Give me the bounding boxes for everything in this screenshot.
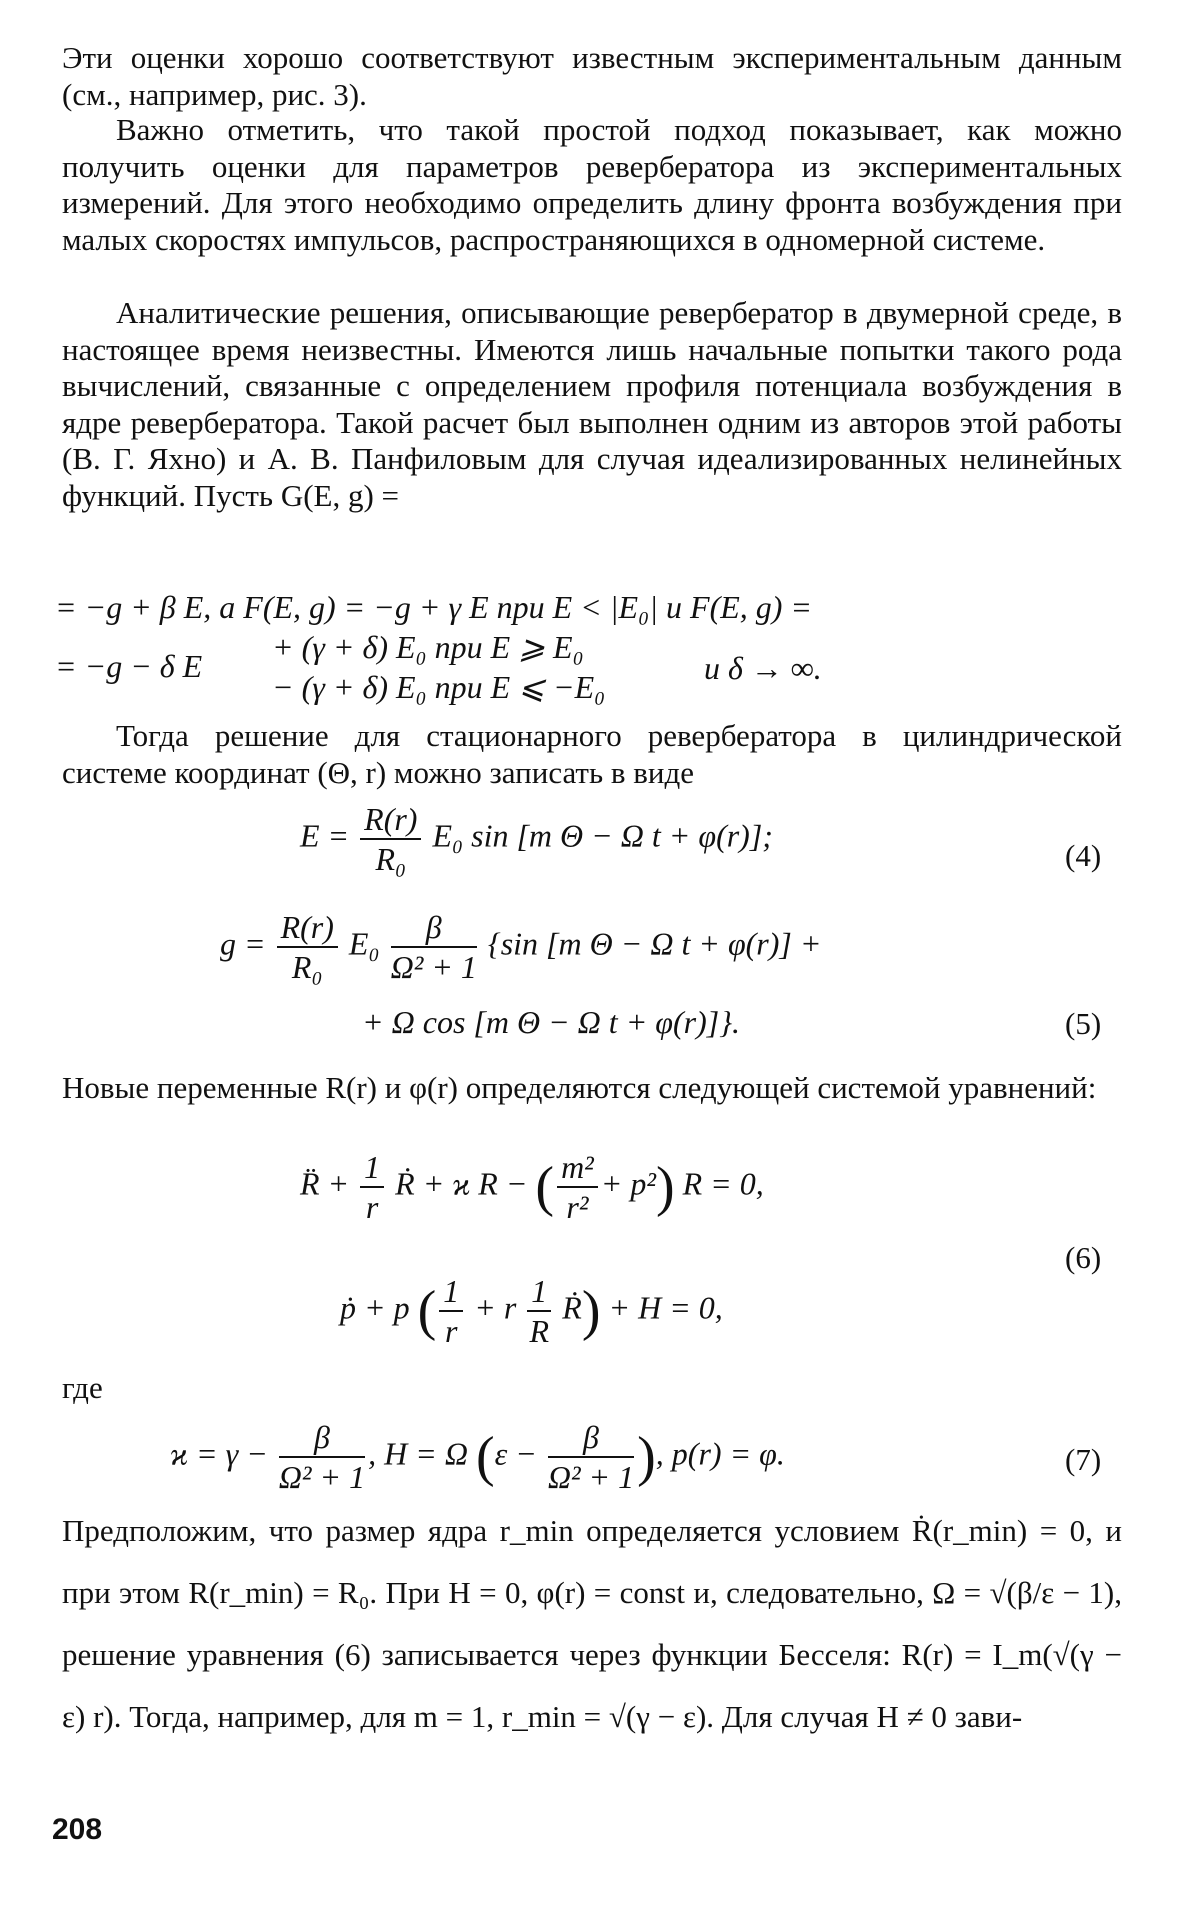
eq4-numerator: R(r) (360, 800, 421, 840)
eq6-fraction-1 (360, 1148, 384, 1226)
paragraph-1: Эти оценки хорошо соответствуют известным экспериментальным данным (см., например, рис. 3). (62, 40, 1122, 112)
eq6-line2-d: + H = 0, (608, 1289, 723, 1326)
equation-5-line-2: + Ω cos [m Θ − Ω t + φ(r)]}. (362, 1004, 740, 1040)
eq5-denominator-1: R₀ (291, 949, 323, 985)
eq5-numerator-2: β (391, 908, 477, 948)
equation-6-line-2 (340, 1272, 723, 1350)
paragraph-4: Тогда решение для стационарного ревербератора в цилиндрической системе координат (Θ, r) можно записать в виде (62, 718, 1122, 790)
eq6-f4-numerator: 1 (527, 1272, 551, 1312)
equation-7-number: (7) (1065, 1442, 1102, 1477)
eq6-line2-b: + r (474, 1289, 517, 1326)
eq4-rhs: E₀ sin [m Θ − Ω t + φ(r)]; (432, 817, 773, 854)
page-number: 208 (52, 1813, 103, 1846)
eq7-b: , H = Ω (368, 1435, 468, 1472)
left-paren: ( (535, 1156, 555, 1218)
paragraph-6: Предположим, что размер ядра r_min определяется условием Ṙ(r_min) = 0, и при этом R(r_min) = R₀. При H = 0, φ(r) = const и, следовательно, Ω = √(β/ε − 1), решение уравнения (6) записывается через функции Бесселя: R(r) = I_m(√(γ − ε) r). Тогда, например, для m = 1, r_min = √(γ − ε). Для случая H ≠ 0 зави- (62, 1513, 1122, 1734)
eq5-denominator-2: Ω² + 1 (390, 949, 477, 985)
eq7-c: ε − (494, 1435, 537, 1472)
eq6-fraction-3 (439, 1272, 463, 1350)
eq7-f1-denominator: Ω² + 1 (278, 1459, 366, 1495)
eq7-f1-numerator: β (279, 1418, 365, 1458)
eq6-f1-numerator: 1 (360, 1148, 384, 1188)
eq6-fraction-2 (557, 1148, 598, 1226)
where-word: где (62, 1370, 103, 1405)
equation-4-number: (4) (1065, 838, 1102, 873)
eq7-fraction-1 (279, 1418, 365, 1496)
eq7-d: , p(r) = φ. (655, 1435, 785, 1472)
paragraph-5: Новые переменные R(r) и φ(r) определяются следующей системой уравнений: (62, 1070, 1097, 1105)
eq5-fraction-2 (391, 908, 477, 986)
definition-case-1: + (γ + δ) E₀ при E ⩾ E₀ (272, 629, 584, 665)
eq6-f2-numerator: m² (557, 1148, 598, 1188)
eq7-f2-denominator: Ω² + 1 (547, 1459, 635, 1495)
eq6-line2-a: ṗ + p (340, 1289, 410, 1326)
equation-5-number: (5) (1065, 1006, 1102, 1041)
equation-6-line-1 (300, 1148, 764, 1226)
left-paren: ( (417, 1280, 437, 1342)
eq5-lhs: g = (220, 925, 266, 962)
eq6-f3-denominator: r (445, 1313, 458, 1349)
eq6-f3-numerator: 1 (439, 1272, 463, 1312)
eq7-f2-numerator: β (548, 1418, 634, 1458)
eq6-fraction-4 (527, 1272, 551, 1350)
paragraph-2: Важно отметить, что такой простой подход показывает, как можно получить оценки для параметров ревербератора из экспериментальных измерений. Для этого необходимо определить длину фронта возбуждения при малых скоростях импульсов, распространяющихся в одномерной системе. (62, 112, 1122, 257)
eq5-numerator-1: R(r) (277, 908, 338, 948)
eq6-line1-d: R = 0, (682, 1165, 764, 1202)
eq6-line1-c: + p² (600, 1165, 656, 1202)
eq6-f4-denominator: R (529, 1313, 550, 1349)
eq4-denominator: R₀ (375, 841, 407, 877)
eq6-line1-b: Ṙ + ϰ R − (395, 1165, 528, 1202)
left-paren: ( (475, 1426, 495, 1488)
equation-7 (170, 1418, 785, 1496)
definition-line-2-left: = −g − δ E (55, 648, 203, 684)
right-paren: ) (637, 1426, 656, 1488)
definition-tail: и δ → ∞. (704, 650, 822, 686)
right-paren: ) (581, 1280, 601, 1342)
definition-case-2: − (γ + δ) E₀ при E ⩽ −E₀ (272, 669, 606, 705)
eq4-lhs: E = (300, 817, 350, 854)
eq6-line2-c: Ṙ (562, 1289, 582, 1326)
eq5-fraction-1 (277, 908, 338, 986)
equation-4 (300, 800, 773, 878)
eq6-f1-denominator: r (365, 1189, 379, 1225)
definition-line-1: = −g + β E, а F(E, g) = −g + γ E при E < |E₀| и F(E, g) = (55, 589, 813, 625)
equation-5-line-1 (220, 908, 821, 986)
eq5-mid: E₀ (348, 925, 380, 962)
eq6-line1-a: R̈ + (300, 1165, 350, 1202)
eq5-rhs-1: {sin [m Θ − Ω t + φ(r)] + (487, 925, 822, 962)
paragraph-3: Аналитические решения, описывающие ревербератор в двумерной среде, в настоящее время неизвестны. Имеются лишь начальные попытки такого рода вычислений, связанные с определением профиля потенциала возбуждения в ядре ревербератора. Такой расчет был выполнен одним из авторов этой работы (В. Г. Яхно) и А. В. Панфиловым для случая идеализированных нелинейных функций. Пусть G(E, g) = (62, 295, 1122, 513)
equation-6-number: (6) (1065, 1240, 1102, 1275)
right-paren: ) (655, 1156, 675, 1218)
eq7-fraction-2 (548, 1418, 634, 1496)
eq6-f2-denominator: r² (566, 1189, 589, 1225)
eq4-fraction (360, 800, 421, 878)
eq7-a: ϰ = γ − (170, 1435, 268, 1472)
